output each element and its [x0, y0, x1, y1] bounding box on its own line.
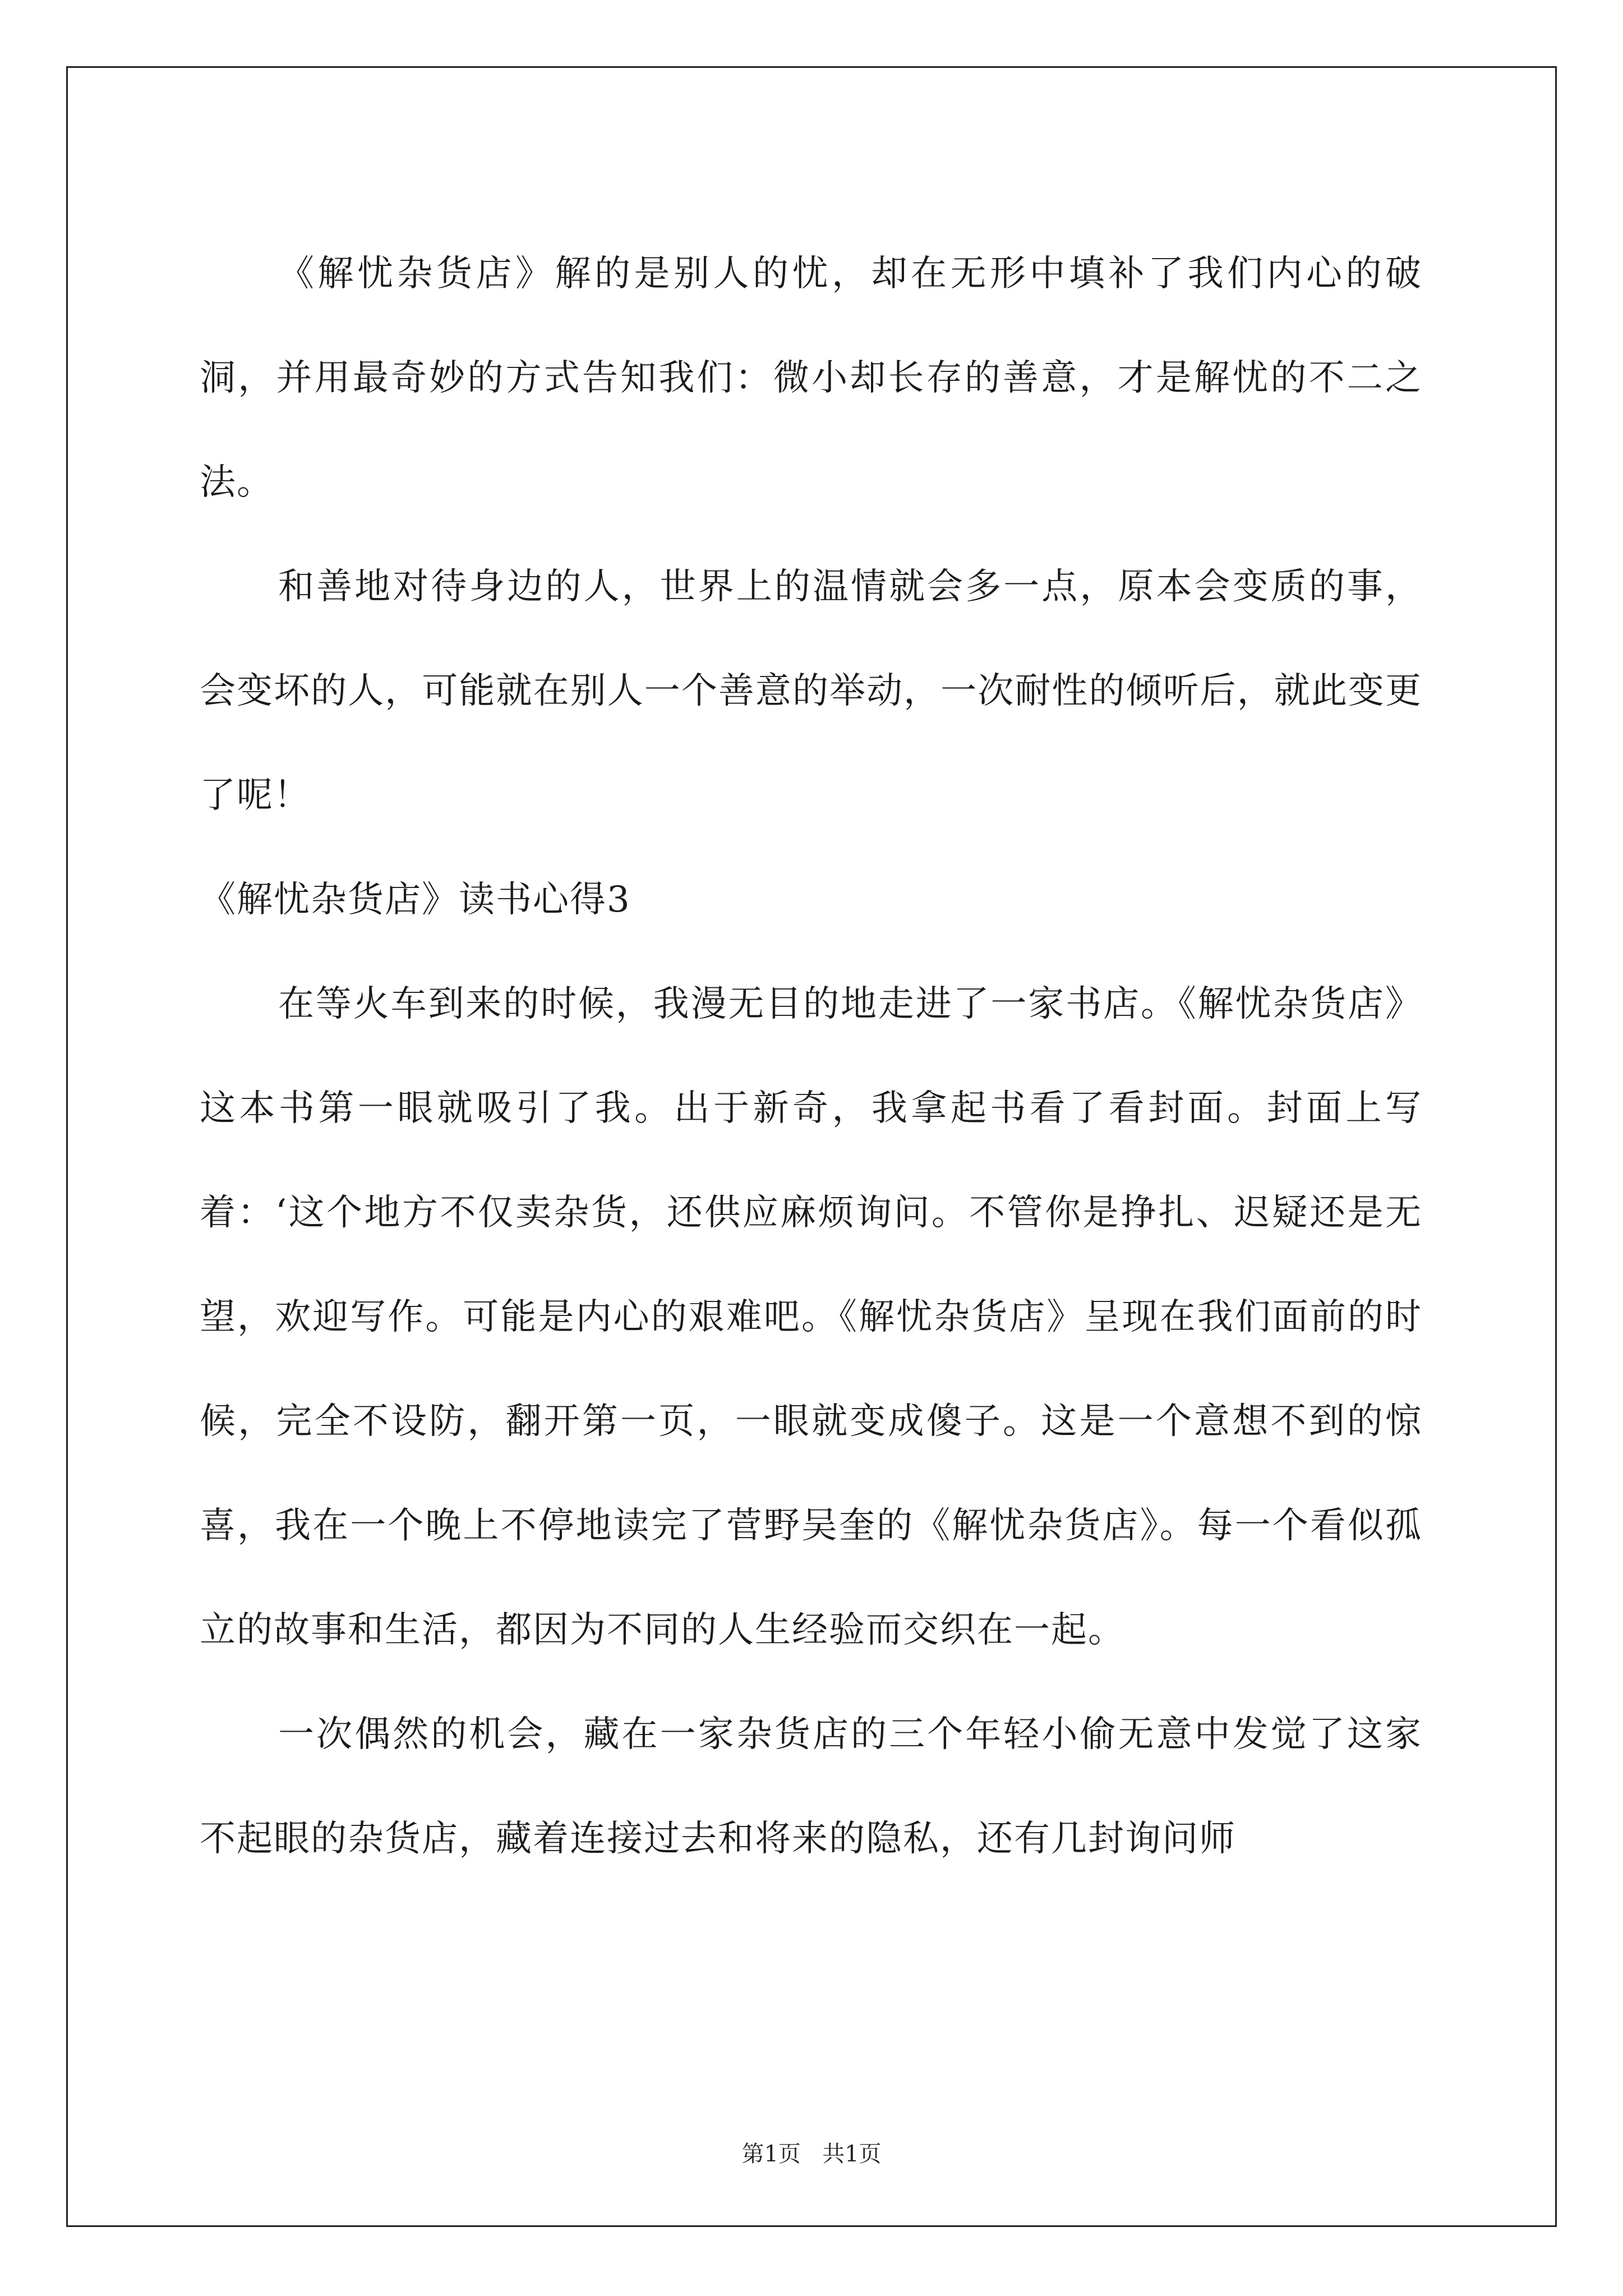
document-body: [200, 222, 1422, 1891]
paragraph-2: 和善地对待身边的人，世界上的温情就会多一点，原本会变质的事，会变坏的人，可能就在别人一个善意的举动，一次耐性的倾听后，就此变更了呢！: [200, 566, 1422, 816]
page-number: 第1页: [741, 2141, 801, 2167]
paragraph-3: 在等火车到来的时候，我漫无目的地走进了一家书店。《解忧杂货店》这本书第一眼就吸引了我。出于新奇，我拿起书看了看封面。封面上写着：‘这个地方不仅卖杂货，还供应麻烦询问。不管你是挣扎、迟疑还是无望，欢迎写作。可能是内心的艰难吧。《解忧杂货店》呈现在我们面前的时候，完全不设防，翻开第一页，一眼就变成傻子。这是一个意想不到的惊喜，我在一个晚上不停地读完了菅野吴奎的《解忧杂货店》。每一个看似孤立的故事和生活，都因为不同的人生经验而交织在一起。: [200, 983, 1422, 1651]
paragraph-4: 一次偶然的机会，藏在一家杂货店的三个年轻小偷无意中发觉了这家不起眼的杂货店，藏着连接过去和将来的隐私，还有几封询问师: [200, 1714, 1422, 1860]
footer-gap: [801, 2141, 822, 2167]
section-heading: 《解忧杂货店》读书心得3: [200, 879, 631, 921]
paragraph-1: 《解忧杂货店》解的是别人的忧，却在无形中填补了我们内心的破洞，并用最奇妙的方式告知我们：微小却长存的善意，才是解忧的不二之法。: [200, 253, 1422, 503]
page-total: 共1页: [822, 2141, 882, 2167]
page-footer: [0, 2136, 1623, 2168]
